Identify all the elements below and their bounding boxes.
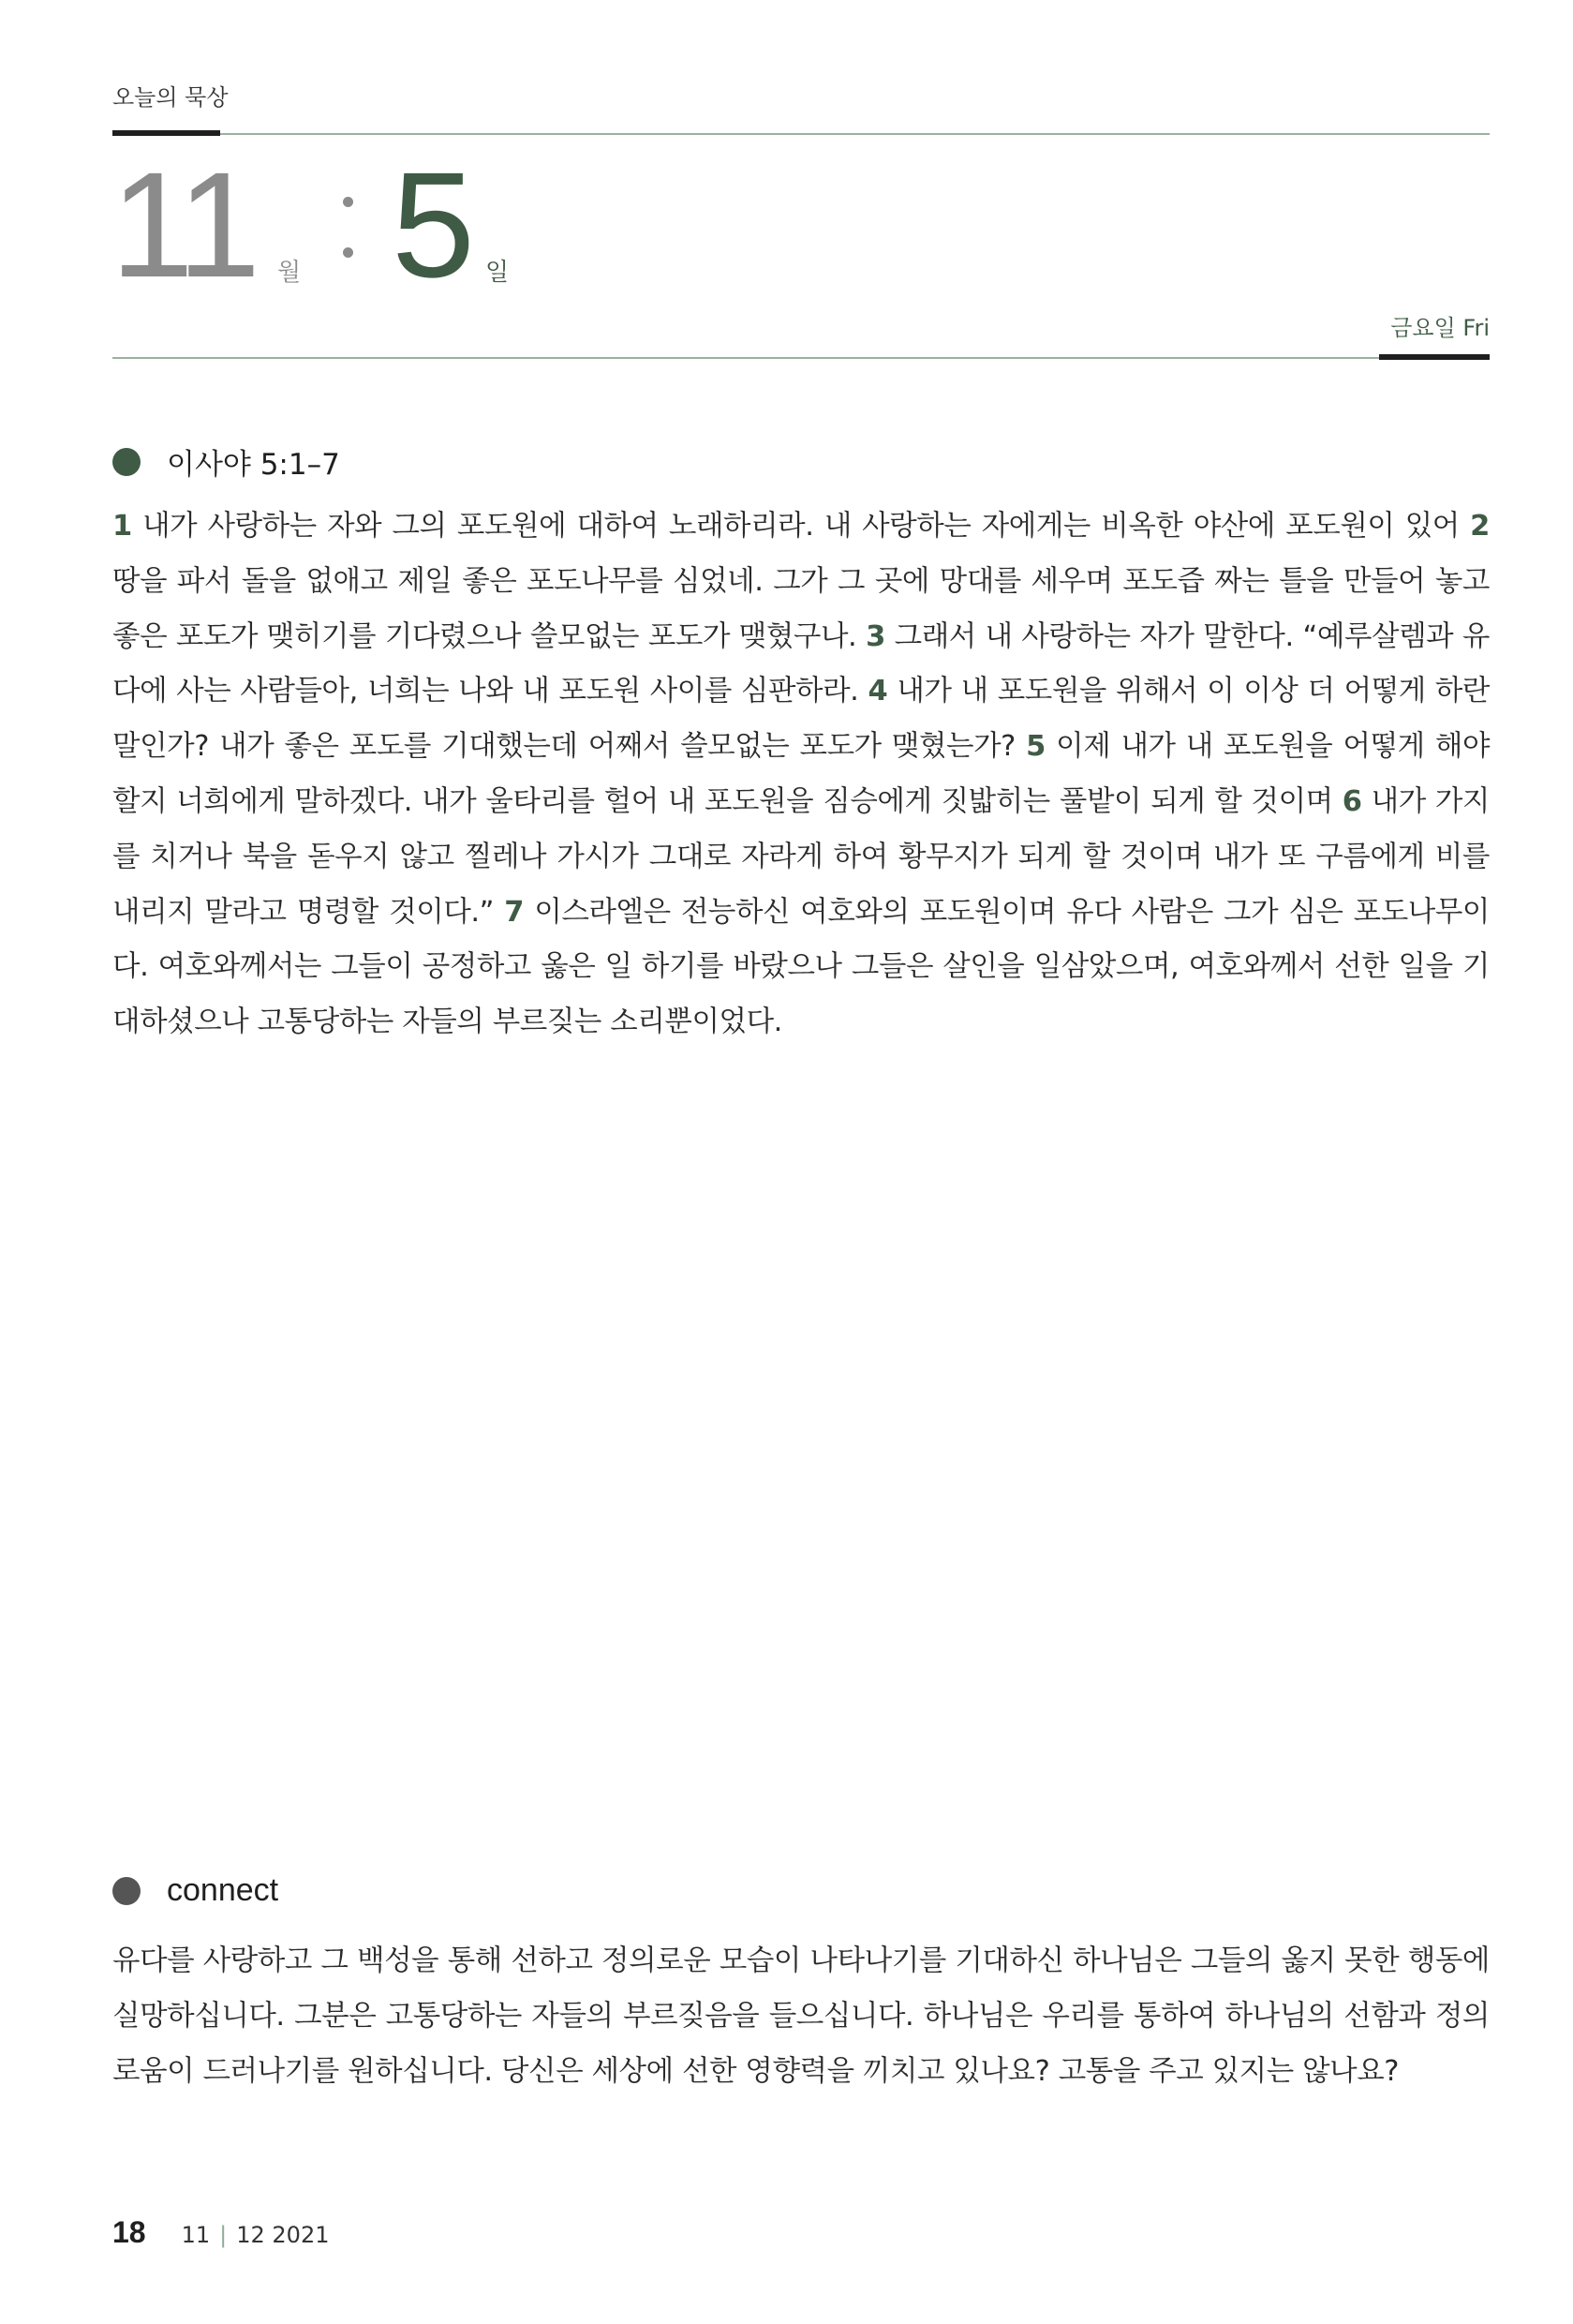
page-number: 18 xyxy=(112,2215,146,2249)
issue-separator: | xyxy=(219,2222,228,2248)
header-rule-accent xyxy=(1379,354,1490,360)
issue-label xyxy=(182,2222,330,2248)
issue-month: 11 xyxy=(181,2222,211,2248)
scripture-heading xyxy=(112,440,340,483)
bullet-dot-icon xyxy=(112,448,141,476)
issue-date: 12 2021 xyxy=(236,2222,330,2248)
verse-text: 내가 사랑하는 자와 그의 포도원에 대하여 노래하리라. 내 사랑하는 자에게는 비옥한 야산에 포도원이 있어 xyxy=(131,510,1471,543)
verse-number: 7 xyxy=(504,895,525,929)
verse-text: 그래서 내 사랑하는 자가 말한다. “예루살렘과 유다에 사는 사람들아, 너희는 나와 내 포도원 사이를 심판하라. xyxy=(112,619,1490,708)
month-unit: 월 xyxy=(277,259,302,287)
connect-body: 유다를 사랑하고 그 백성을 통해 선하고 정의로운 모습이 나타나기를 기대하신 하나님은 그들의 옳지 못한 행동에 실망하십니다. 그분은 고통당하는 자들의 부르짖음을 들으십니다. 하나님은 우리를 통하여 하나님의 선함과 정의로움이 드러나기를 원하십니다. 당신은 세상에 선한 영향력을 끼치고 있나요? 고통을 주고 있지는 않나요? xyxy=(112,1944,1490,2088)
connect-title: connect xyxy=(167,1872,279,1908)
verse-text: 땅을 파서 돌을 없애고 제일 좋은 포도나무를 심었네. 그가 그 곳에 망대를 세우며 포도즙 짜는 틀을 만들어 놓고 좋은 포도가 맺히기를 기다렸으나 쓸모없는 포도가 맺혔구나. xyxy=(112,564,1490,653)
verse-text: 내가 내 포도원을 위해서 이 이상 더 어떻게 하란 말인가? 내가 좋은 포도를 기대했는데 어째서 쓸모없는 포도가 맺혔는가? xyxy=(112,675,1490,764)
date-colon xyxy=(343,197,354,264)
month-number: 11 xyxy=(111,141,256,308)
top-rule xyxy=(112,133,1490,135)
section-label: 오늘의 묵상 xyxy=(112,84,229,111)
verse-number: 6 xyxy=(1342,784,1362,818)
scripture-passage xyxy=(112,499,1490,1050)
page-footer xyxy=(112,2215,329,2250)
verse-number: 5 xyxy=(1026,730,1046,764)
verse-text: 이제 내가 내 포도원을 어떻게 해야 할지 너희에게 말하겠다. 내가 울타리를 헐어 내 포도원을 짐승에게 짓밟히는 풀밭이 되게 할 것이며 xyxy=(112,730,1491,818)
verse-number: 4 xyxy=(868,675,888,708)
day-number: 5 xyxy=(392,141,475,308)
top-rule-accent xyxy=(112,130,220,136)
verse-text: 이스라엘은 전능하신 여호와의 포도원이며 유다 사람은 그가 심은 포도나무이다. 여호와께서는 그들이 공정하고 옳은 일 하기를 바랐으나 그들은 살인을 일삼았으며, 여호와께서 선한 일을 기대하셨으나 고통당하는 자들의 부르짖는 소리뿐이었다. xyxy=(112,895,1490,1039)
verse-text: 내가 가지를 치거나 북을 돋우지 않고 찔레나 가시가 그대로 자라게 하여 황무지가 되게 할 것이며 내가 또 구름에게 비를 내리지 말라고 명령할 것이다.” xyxy=(112,784,1490,929)
verse-number: 3 xyxy=(866,619,885,653)
verse-number: 1 xyxy=(112,510,132,543)
connect-heading xyxy=(112,1872,278,1909)
bullet-dot-icon xyxy=(112,1877,141,1905)
scripture-reference: 이사야 5:1–7 xyxy=(167,448,340,482)
weekday-label: 금요일 Fri xyxy=(1390,315,1490,341)
verse-number: 2 xyxy=(1470,510,1490,543)
day-unit: 일 xyxy=(485,259,510,287)
header-rule xyxy=(112,357,1490,359)
